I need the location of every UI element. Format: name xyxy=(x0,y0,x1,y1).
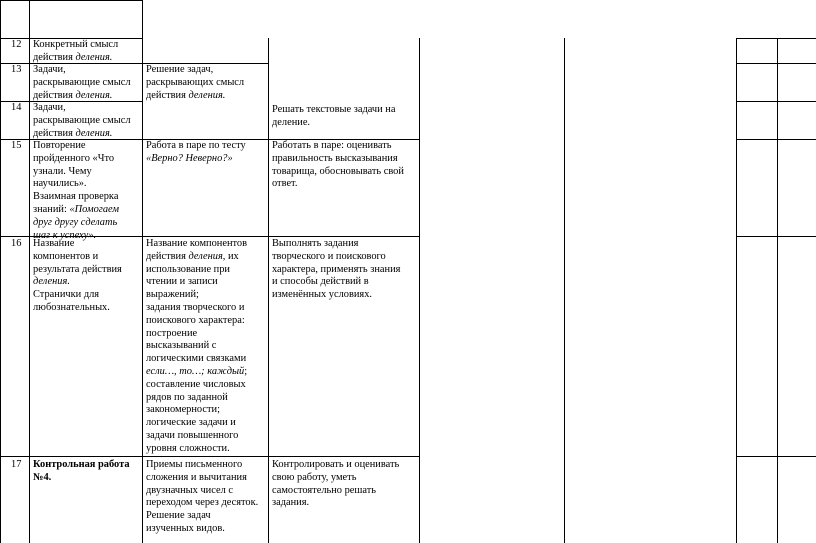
col-border-far-a xyxy=(564,38,565,543)
row-16-topic-part-b: Странички для любознательных. xyxy=(33,289,110,313)
row-17-num: 17 xyxy=(11,459,22,470)
row-14-topic-italic: деления. xyxy=(75,127,113,139)
row-15-num: 15 xyxy=(11,140,22,151)
row-15-topic xyxy=(33,140,119,242)
table-top-border xyxy=(0,0,142,1)
row-13-topic-line1: Задачи, xyxy=(33,64,66,75)
row-16-content xyxy=(146,238,247,456)
row-16-num: 16 xyxy=(11,238,22,249)
row-line-16-right xyxy=(736,236,816,237)
row-line-17-right xyxy=(736,456,816,457)
row-14-topic xyxy=(33,102,131,140)
col-border-topic-content xyxy=(142,38,143,543)
row-12-topic xyxy=(33,39,118,65)
row-12-num: 12 xyxy=(11,39,22,50)
row-15-content-italic: «Верно? Неверно?» xyxy=(146,152,233,164)
row-13-topic-italic: деления. xyxy=(75,89,113,101)
row-line-15-right xyxy=(736,139,816,140)
row-16-content-italic-1: деления xyxy=(188,250,223,262)
row-16-topic xyxy=(33,238,122,315)
row-15-activity: Работать в паре: оценивать правильность высказывания товарища, обосновывать свой ответ. xyxy=(272,140,404,190)
row-17-topic: Контрольная работа №4. xyxy=(33,459,130,483)
row-15-content-text: Работа в паре по тесту xyxy=(146,140,246,151)
row-17-activity: Контролировать и оценивать свою работу, уметь самостоятельно решать задания. xyxy=(272,459,400,509)
col-border-activity-right xyxy=(419,38,420,543)
row-14-topic-line2: раскрывающие смысл xyxy=(33,114,131,126)
row-15-topic-italic: «Помогаем друг другу сделать шаг к успеху». xyxy=(33,203,120,241)
row-14-activity: Решать текстовые задачи на деление. xyxy=(272,104,396,128)
row-12-topic-italic: деления. xyxy=(75,51,113,63)
row-12-topic-line2: действия xyxy=(33,51,76,63)
col-border-far-c xyxy=(777,38,778,543)
col-border-num-topic xyxy=(29,38,30,543)
header-right-border xyxy=(142,0,143,38)
row-15-content xyxy=(146,140,246,166)
row-14-topic-line3: действия xyxy=(33,127,76,139)
row-16-content-part-b: , их использование при чтении и записи выражений; задания творческого и поискового характера: построение высказываний с логическими связками xyxy=(146,250,247,365)
row-16-content-part-c: ; составление числовых рядов по заданной закономерности; логические задачи и задачи повышенного уровня сложности. xyxy=(146,365,248,454)
row-16-topic-part-a: Название компонентов и результата действия xyxy=(33,238,122,275)
col-border-content-activity xyxy=(268,38,269,543)
row-13-content-line3: действия xyxy=(146,89,189,101)
row-16-content-italic-2: если…, то…; каждый xyxy=(146,365,245,377)
row-line-17 xyxy=(0,456,419,457)
row-13-topic-line3: действия xyxy=(33,89,76,101)
row-13-topic-line2: раскрывающие смысл xyxy=(33,76,131,88)
row-16-topic-italic: деления. xyxy=(33,276,70,288)
col-border-far-b xyxy=(736,38,737,543)
row-13-topic xyxy=(33,64,131,102)
row-15-topic-text: Повторение пройденного «Что узнали. Чему научились». Взаимная проверка знаний: xyxy=(33,140,119,215)
row-14-topic-line1: Задачи, xyxy=(33,102,66,113)
row-line-13-right xyxy=(736,63,816,64)
row-14-num: 14 xyxy=(11,102,22,113)
row-13-content-line2: раскрывающих смысл xyxy=(146,76,245,88)
row-16-activity: Выполнять задания творческого и поискового характера, применять знания и способы действий в изменённых условиях. xyxy=(272,238,401,301)
col-border-left xyxy=(0,0,1,543)
row-13-content-line1: Решение задач, xyxy=(146,64,214,75)
row-13-content xyxy=(146,64,244,102)
row-16-content-part-a: Название компонентов действия xyxy=(146,238,248,262)
row-13-num: 13 xyxy=(11,64,22,75)
row-17-content: Приемы письменного сложения и вычитания двузначных чисел с переходом через десяток. Решение задач изученных видов. xyxy=(146,459,259,534)
header-col-divider xyxy=(29,0,30,38)
row-12-topic-line1: Конкретный смысл xyxy=(33,39,119,50)
row-13-content-italic: деления. xyxy=(188,89,226,101)
row-line-14-right xyxy=(736,101,816,102)
row-line-12-right xyxy=(736,38,816,39)
